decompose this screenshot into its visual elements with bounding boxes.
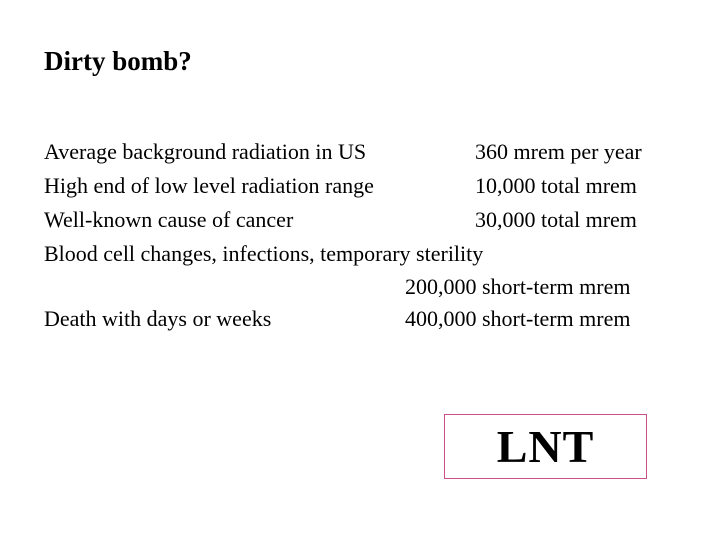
- lnt-label: LNT: [496, 420, 595, 472]
- row-label-death: Death with days or weeks: [44, 306, 272, 331]
- row-label-low-level-range: High end of low level radiation range: [44, 173, 374, 198]
- row-label-blood-cell-changes: Blood cell changes, infections, temporary sterility: [44, 241, 484, 266]
- row-label-cancer-cause: Well-known cause of cancer: [44, 207, 294, 232]
- lnt-box: [444, 414, 647, 479]
- row-value-death: 400,000 short-term mrem: [405, 306, 631, 331]
- row-value-background-radiation: 360 mrem per year: [475, 139, 642, 164]
- row-label-background-radiation: Average background radiation in US: [44, 139, 367, 164]
- slide-title: Dirty bomb?: [44, 46, 192, 76]
- row-value-low-level-range: 10,000 total mrem: [475, 173, 637, 198]
- row-value-cancer-cause: 30,000 total mrem: [475, 207, 637, 232]
- row-value-blood-cell-changes: 200,000 short-term mrem: [405, 274, 631, 299]
